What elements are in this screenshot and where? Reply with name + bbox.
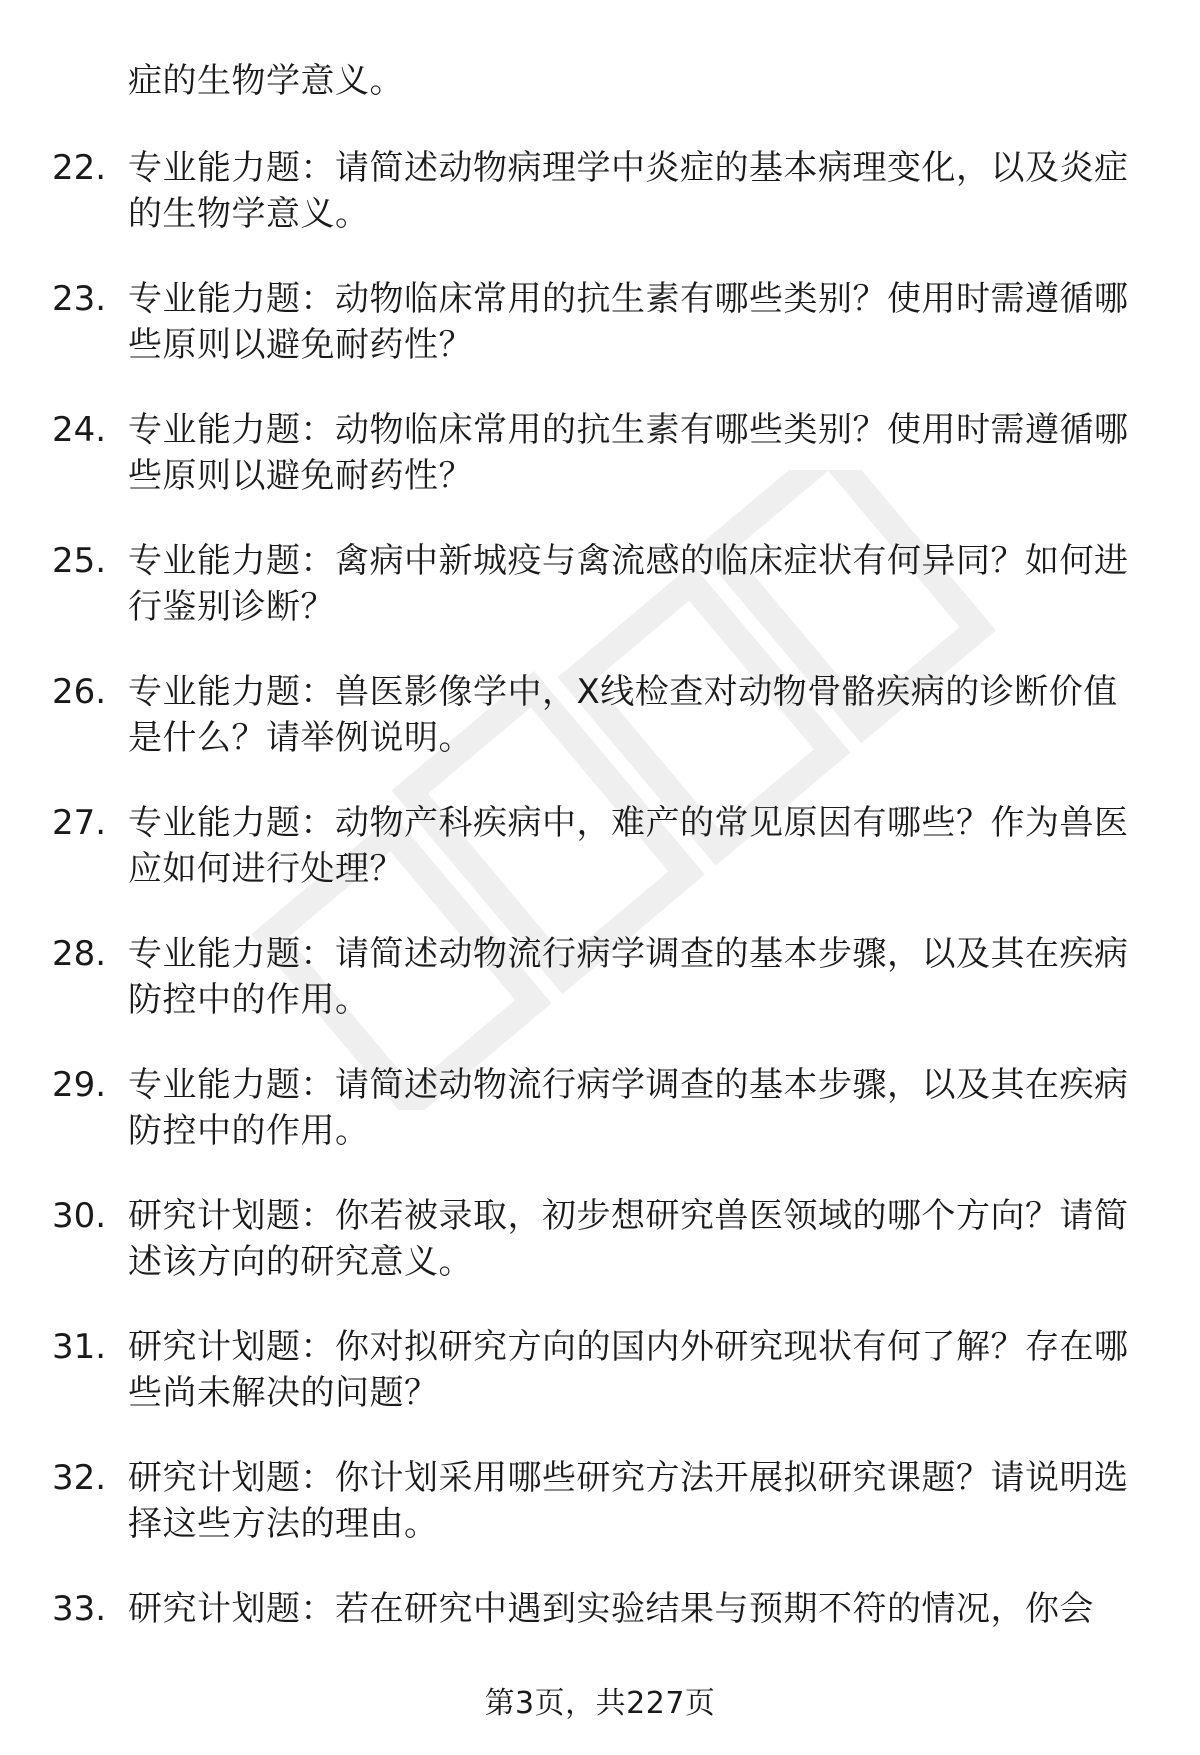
question-number: 27. — [52, 803, 107, 843]
question-number: 24. — [52, 410, 107, 450]
question-text: 专业能力题：动物临床常用的抗生素有哪些类别？使用时需遵循哪些原则以避免耐药性？ — [128, 279, 1129, 365]
question-number: 33. — [52, 1589, 107, 1629]
list-item — [0, 1455, 1200, 1586]
list-item — [0, 1193, 1200, 1324]
question-list — [0, 145, 1200, 1717]
continuation-text: 症的生物学意义。 — [128, 61, 404, 101]
question-text: 专业能力题：动物临床常用的抗生素有哪些类别？使用时需遵循哪些原则以避免耐药性？ — [128, 410, 1129, 496]
question-text: 研究计划题：你计划采用哪些研究方法开展拟研究课题？请说明选择这些方法的理由。 — [128, 1458, 1129, 1544]
list-item — [0, 1062, 1200, 1193]
list-item — [0, 276, 1200, 407]
question-text: 研究计划题：你若被录取，初步想研究兽医领域的哪个方向？请简述该方向的研究意义。 — [128, 1196, 1129, 1282]
list-item — [0, 145, 1200, 276]
question-number: 28. — [52, 934, 107, 974]
question-number: 25. — [52, 541, 107, 581]
question-text: 专业能力题：兽医影像学中，X线检查对动物骨骼疾病的诊断价值是什么？请举例说明。 — [128, 672, 1118, 758]
question-number: 23. — [52, 279, 107, 319]
list-item — [0, 800, 1200, 931]
question-text: 专业能力题：请简述动物流行病学调查的基本步骤，以及其在疾病防控中的作用。 — [128, 1065, 1129, 1151]
list-item — [0, 407, 1200, 538]
question-text: 研究计划题：你对拟研究方向的国内外研究现状有何了解？存在哪些尚未解决的问题？ — [128, 1327, 1129, 1413]
page-footer: 第3页，共227页 — [484, 1686, 716, 1721]
question-text: 专业能力题：动物产科疾病中，难产的常见原因有哪些？作为兽医应如何进行处理？ — [128, 803, 1129, 889]
question-number: 26. — [52, 672, 107, 712]
list-item — [0, 669, 1200, 800]
question-text: 专业能力题：请简述动物流行病学调查的基本步骤，以及其在疾病防控中的作用。 — [128, 934, 1129, 1020]
list-item — [0, 931, 1200, 1062]
question-text: 研究计划题：若在研究中遇到实验结果与预期不符的情况，你会 — [128, 1589, 1094, 1629]
question-text: 专业能力题：禽病中新城疫与禽流感的临床症状有何异同？如何进行鉴别诊断？ — [128, 541, 1129, 627]
question-number: 30. — [52, 1196, 107, 1236]
question-number: 31. — [52, 1327, 107, 1367]
question-number: 29. — [52, 1065, 107, 1105]
question-number: 22. — [52, 148, 107, 188]
question-text: 专业能力题：请简述动物病理学中炎症的基本病理变化，以及炎症的生物学意义。 — [128, 148, 1129, 234]
list-item — [0, 1324, 1200, 1455]
list-item — [0, 538, 1200, 669]
question-number: 32. — [52, 1458, 107, 1498]
